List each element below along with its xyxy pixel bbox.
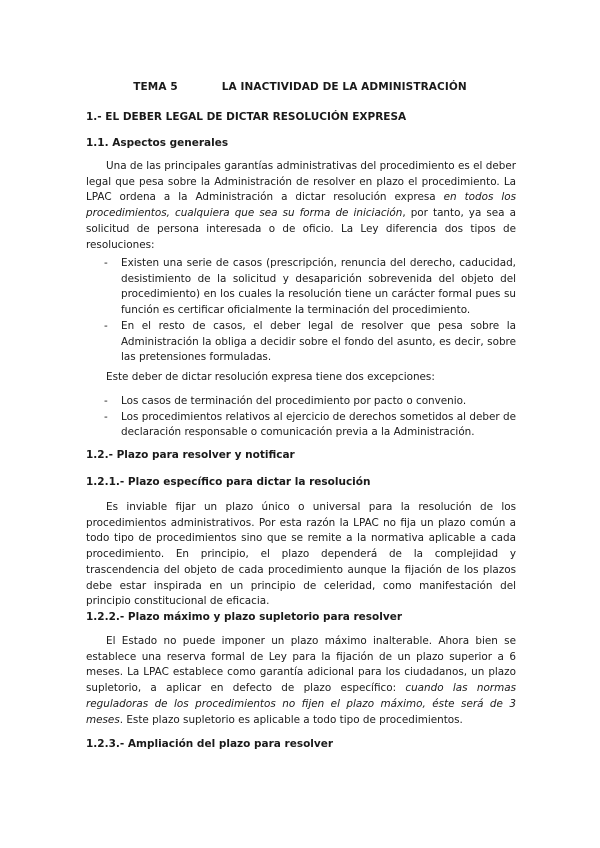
section-1-2-2-paragraph: El Estado no puede imponer un plazo máximo inalterable. Ahora bien se establece una reserva formal de Ley para la fijación de un plazo superior a 6 meses. La LPAC establece como garantía adicional para los ciudadanos, un plazo supletorio, a aplicar en defecto de plazo específico: cuando las normas reguladoras de los procedimientos no fijen el plazo máximo, éste será de 3 meses. Este plazo supletorio es aplicable a todo tipo de procedimientos. (86, 635, 516, 726)
list-item: - Los casos de terminación del procedimiento por pacto o convenio. (104, 395, 467, 407)
tema-name: LA INACTIVIDAD DE LA ADMINISTRACIÓN (221, 81, 467, 93)
section-1-2-1-heading: 1.2.1.- Plazo específico para dictar la resolución (86, 476, 371, 488)
exceptions-list (86, 394, 516, 441)
section-1-2-2-heading: 1.2.2.- Plazo máximo y plazo supletorio para resolver (86, 611, 403, 623)
section-1-1-heading: 1.1. Aspectos generales (86, 137, 229, 149)
section-1-1-paragraph-1: Una de las principales garantías administrativas del procedimiento es el deber legal que pesa sobre la Administración de resolver en plazo el procedimiento. La LPAC ordena a la Administración a dictar resolución expresa en todos los procedimientos, cualquiera que sea su forma de iniciación, por tanto, ya sea a solicitud de persona interesada o de oficio. La Ley diferencia dos tipos de resoluciones: (86, 160, 516, 251)
section-1-1-paragraph-2: Este deber de dictar resolución expresa tiene dos excepciones: (106, 371, 435, 383)
list-item: - Existen una serie de casos (prescripción, renuncia del derecho, caducidad, desistimiento de la solicitud y desaparición sobrevenida del objeto del procedimiento) en los cuales la resolución tiene un carácter formal pues su función es certificar oficialmente la terminación del procedimiento. (104, 257, 516, 317)
tema-label: TEMA 5 (133, 81, 178, 93)
resolution-types-list (86, 256, 516, 366)
list-item: - Los procedimientos relativos al ejercicio de derechos sometidos al deber de declaración responsable o comunicación previa a la Administración. (104, 410, 516, 439)
section-1-2-1-paragraph: Es inviable fijar un plazo único o universal para la resolución de los procedimientos administrativos. Por esta razón la LPAC no fija un plazo común a todo tipo de procedimientos sino que se remite a la normativa aplicable a cada procedimiento. En principio, el plazo dependerá de la complejidad y trascendencia del objeto de cada procedimiento aunque la fijación de los plazos debe estar inspirada en un principio de celeridad, como manifestación del principio constitucional de eficacia. (86, 501, 516, 608)
page-title (0, 81, 600, 93)
list-item: - En el resto de casos, el deber legal de resolver que pesa sobre la Administración la obliga a decidir sobre el fondo del asunto, es decir, sobre las pretensiones formuladas. (104, 319, 516, 364)
section-1-2-heading: 1.2.- Plazo para resolver y notificar (86, 449, 295, 461)
section-1-heading: 1.- EL DEBER LEGAL DE DICTAR RESOLUCIÓN EXPRESA (86, 111, 407, 123)
section-1-2-3-heading: 1.2.3.- Ampliación del plazo para resolver (86, 738, 334, 750)
